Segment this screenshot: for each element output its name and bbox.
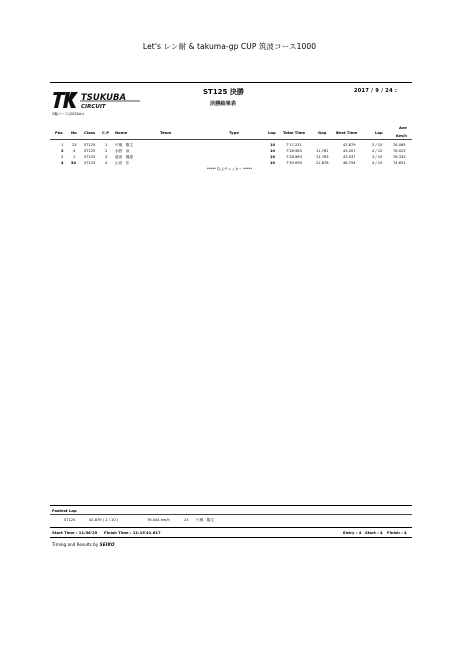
row-pos: 4 bbox=[61, 161, 64, 165]
row-gap: 11.762 bbox=[316, 149, 329, 153]
footer-bottom-rule bbox=[50, 537, 412, 538]
col-ave: Ave bbox=[399, 125, 407, 130]
col-class: Class bbox=[84, 130, 96, 135]
row-lap: 10 bbox=[270, 149, 276, 153]
timing-credit bbox=[52, 542, 115, 547]
table-header-rule bbox=[50, 139, 412, 140]
col-team: Team bbox=[160, 130, 172, 135]
row-pos: 3 bbox=[61, 155, 64, 159]
row-name: 水野 涼 bbox=[115, 149, 130, 153]
entry-count: Entry : 4 bbox=[343, 530, 362, 535]
row-best-lap: 4 / 10 bbox=[372, 161, 383, 165]
row-best-lap: 2 / 10 bbox=[372, 143, 383, 147]
fastest-lap-title-rule bbox=[50, 514, 412, 515]
row-class: ST125 bbox=[84, 155, 96, 159]
col-best-lap: Lap bbox=[375, 130, 383, 135]
fastest-lap-class: ST125 bbox=[64, 518, 76, 522]
row-pos: 2 bbox=[61, 149, 64, 153]
row-total: 7'28.983 bbox=[286, 149, 302, 153]
row-best: 43.937 bbox=[343, 155, 356, 159]
seiko-logo: SEIKO bbox=[99, 542, 115, 547]
row-cp: 1 bbox=[105, 143, 108, 147]
col-best-time: Best Time bbox=[336, 130, 358, 135]
row-ave: 76.333 bbox=[393, 155, 406, 159]
race-date: 2017 / 9 / 24 : bbox=[354, 88, 398, 94]
start-count: Start : 4 bbox=[365, 530, 383, 535]
fastest-lap-title: Fastest Lap bbox=[52, 508, 77, 513]
logo-text: TSUKUBA bbox=[81, 93, 127, 103]
col-no: No bbox=[71, 130, 77, 135]
race-title: ST125 決勝 bbox=[203, 88, 244, 96]
start-time: Start Time : 11:58'25 bbox=[52, 530, 98, 535]
row-no: 23 bbox=[72, 143, 77, 147]
row-name: 片桐 陽生 bbox=[115, 143, 133, 147]
row-lap: 10 bbox=[270, 155, 276, 159]
row-class: ST125 bbox=[84, 149, 96, 153]
row-no: 1 bbox=[73, 155, 76, 159]
row-best-lap: 4 / 10 bbox=[372, 149, 383, 153]
row-gap: 11.763 bbox=[316, 155, 329, 159]
row-ave: 76.085 bbox=[393, 143, 406, 147]
logo-mark-icon bbox=[52, 89, 142, 111]
row-no: 4 bbox=[73, 149, 76, 153]
row-total: 7'28.983 bbox=[286, 155, 302, 159]
header-top-rule bbox=[50, 82, 412, 83]
page-title: Let's レン耐 & takuma-gp CUP 筑波コース1000 bbox=[142, 42, 317, 51]
col-lap: Lap bbox=[268, 130, 276, 135]
tsukuba-circuit-logo bbox=[52, 89, 142, 111]
fastest-lap-time: 42.879 ( 2 / 10 ) bbox=[89, 518, 119, 522]
logo-subtext: CIRCUIT bbox=[81, 104, 106, 110]
row-total: 7'39.099 bbox=[286, 161, 302, 165]
fastest-lap-top-rule bbox=[50, 505, 412, 506]
col-kmh: Km/h bbox=[396, 133, 407, 138]
row-cp: 3 bbox=[105, 155, 108, 159]
course-info: 2輪コース(2052m) bbox=[52, 112, 84, 116]
row-class: ST125 bbox=[84, 143, 96, 147]
row-total: 7'17.221 bbox=[286, 143, 302, 147]
row-best: 43.207 bbox=[343, 149, 356, 153]
row-best: 46.754 bbox=[343, 161, 356, 165]
row-gap: 21.878 bbox=[316, 161, 329, 165]
fastest-lap-name: 片桐 陽生 bbox=[196, 518, 214, 522]
row-ave: 76.023 bbox=[393, 149, 406, 153]
row-name: 山田 宏 bbox=[115, 161, 130, 165]
col-type: Type bbox=[229, 130, 239, 135]
col-pos: Pos bbox=[55, 130, 63, 135]
row-best: 42.879 bbox=[343, 143, 356, 147]
row-lap: 10 bbox=[270, 161, 276, 165]
results-subtitle: 決勝結果表 bbox=[210, 101, 236, 107]
checker-note: ***** 以上チェッカー ***** bbox=[206, 167, 253, 171]
finish-count: Finish : 4 bbox=[387, 530, 407, 535]
footer-top-rule bbox=[50, 527, 412, 528]
col-gap: Gap bbox=[318, 130, 327, 135]
row-no: 54 bbox=[71, 161, 77, 165]
col-cp: C.P bbox=[102, 130, 110, 135]
row-ave: 74.651 bbox=[393, 161, 406, 165]
fastest-lap-number: 23 bbox=[184, 518, 189, 522]
timing-text: Timing and Results by bbox=[52, 542, 99, 547]
finish-time: Finish Time : 11:15'42.617 bbox=[104, 530, 161, 535]
row-best-lap: 3 / 10 bbox=[372, 155, 383, 159]
row-name: 渡部 鳳道 bbox=[115, 155, 133, 159]
row-cp: 4 bbox=[105, 161, 108, 165]
row-lap: 10 bbox=[270, 143, 276, 147]
col-total-time: Total Time bbox=[283, 130, 306, 135]
col-name: Name bbox=[115, 130, 128, 135]
row-pos: 1 bbox=[61, 143, 64, 147]
fastest-lap-speed: 76.044 km/h bbox=[147, 518, 170, 522]
row-class: ST125 bbox=[84, 161, 96, 165]
row-cp: 2 bbox=[105, 149, 108, 153]
